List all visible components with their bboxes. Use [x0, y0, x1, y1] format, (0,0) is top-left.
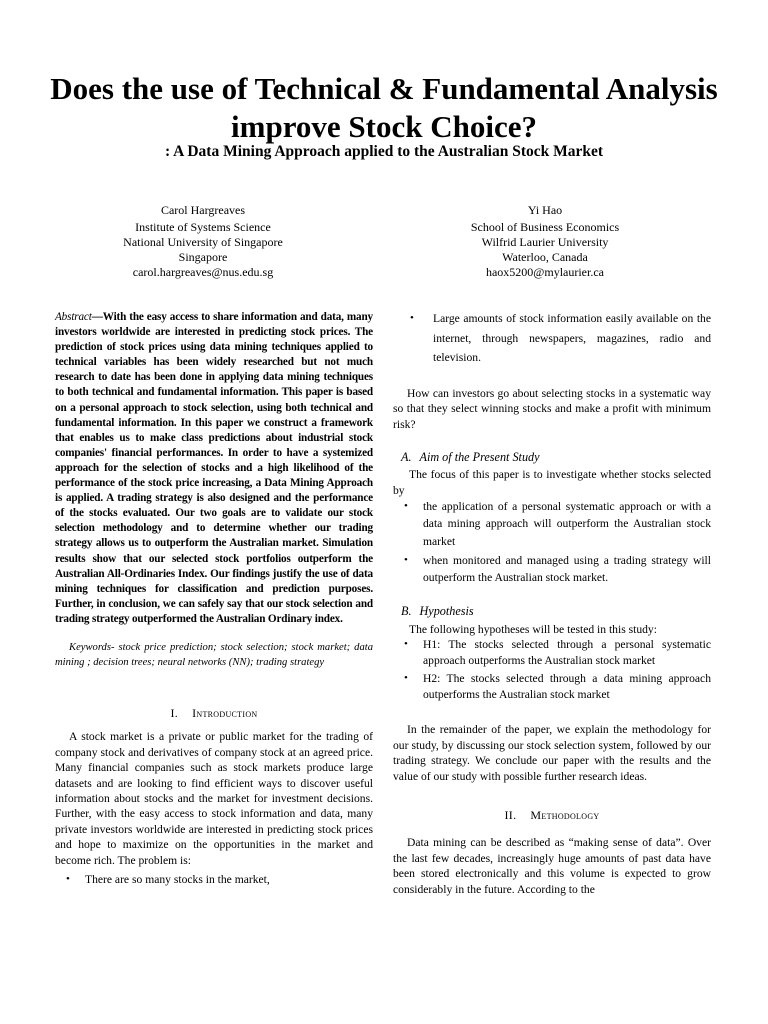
author-affiliation: Wilfrid Laurier University	[481, 235, 609, 249]
left-column	[55, 310, 373, 887]
author-name: Carol Hargreaves	[160, 203, 246, 217]
author-block-2	[410, 203, 680, 280]
subsection-letter: A.	[401, 450, 412, 464]
subsection-title: Aim of the Present Study	[419, 450, 540, 464]
section-title: Methodology	[530, 808, 600, 823]
author-affiliation: Institute of Systems Science	[135, 220, 271, 234]
keywords: Keywords- stock price prediction; stock selection; stock market; data mining ; decision trees; neural networks (NN); trading strategy	[55, 641, 373, 668]
subsection-letter: B.	[401, 604, 412, 619]
paper-outline-paragraph: In the remainder of the paper, we explain the methodology for our study, by discussing our stock selection system, followed by our trading strategy. We conclude our paper with the results and the value of our study with possible further research ideas.	[393, 723, 711, 783]
list-item: • the application of a personal systematic approach or with a data mining approach will outperform the Australian stock market	[404, 500, 711, 548]
author-affiliation: School of Business Economics	[470, 220, 620, 234]
list-item: • There are so many stocks in the market,	[66, 873, 270, 887]
bullet-icon: •	[410, 312, 414, 324]
abstract	[55, 310, 373, 627]
problem-list-continued	[393, 309, 711, 368]
problem-list	[55, 872, 373, 887]
subsection-heading-hypothesis	[393, 604, 711, 619]
section-heading-introduction	[55, 706, 373, 721]
paper-subtitle: : A Data Mining Approach applied to the Australian Stock Market	[164, 143, 604, 160]
right-column	[393, 309, 711, 897]
methodology-paragraph: Data mining can be described as “making sense of data”. Over the last few decades, increasingly huge amounts of past data have been stored electronically and this volume is expected to grow considerably in the future. According to the	[393, 836, 711, 896]
bullet-icon: •	[404, 672, 408, 685]
bullet-icon: •	[404, 638, 408, 651]
author-email: haox5200@mylaurier.ca	[485, 265, 604, 279]
author-block-1	[68, 203, 338, 280]
author-email: carol.hargreaves@nus.edu.sg	[132, 265, 274, 279]
aim-lead: The focus of this paper is to investigate whether stocks selected by	[393, 468, 711, 497]
list-item: • when monitored and managed using a trading strategy will outperform the Australian stock market.	[404, 553, 711, 585]
section-heading-methodology	[393, 808, 711, 823]
aim-list	[393, 498, 711, 586]
paper-title: Does the use of Technical & Fundamental Analysis improve Stock Choice?	[50, 71, 718, 144]
subsection-heading-aim	[393, 450, 711, 465]
section-number: I.	[170, 705, 179, 720]
bullet-icon: •	[404, 500, 408, 513]
bullet-icon: •	[404, 553, 408, 566]
introduction-paragraph: A stock market is a private or public market for the trading of company stock and derivatives of company stock at an agreed price. Many financial companies such as stock markets produce large datasets and are looking to find efficient ways to discover useful information about stocks and the market for investment decisions. Further, with the easy access to stock information and data, many private investors worldwide are interested in predicting stock prices and hope to maximize on the opportunities in the market and become rich. The problem is:	[55, 730, 373, 867]
hypothesis-lead: The following hypotheses will be tested in this study:	[409, 622, 657, 636]
abstract-label: Abstract	[55, 311, 92, 323]
bullet-icon: •	[66, 873, 70, 886]
list-item: • H1: The stocks selected through a personal systematic approach outperforms the Australian stock market	[404, 638, 711, 667]
author-location: Waterloo, Canada	[502, 250, 588, 264]
research-question: How can investors go about selecting stocks in a systematic way so that they select winning stocks and make a profit with minimum risk?	[393, 386, 711, 431]
author-location: Singapore	[178, 250, 228, 264]
list-item: • H2: The stocks selected through a data mining approach outperforms the Australian stock market	[404, 672, 711, 701]
hypothesis-list	[393, 637, 711, 702]
author-affiliation: National University of Singapore	[123, 235, 283, 249]
subsection-title: Hypothesis	[419, 604, 474, 619]
abstract-text: —With the easy access to share information and data, many investors worldwide are interested in predicting stock prices. The prediction of stock prices using data mining techniques applied to technical variables has been widely researched but not much research to date has been done in applying data mining techniques to both technical and fundamental information. This paper is based on a personal approach to stock selection, using both technical and fundamental information. In this paper we construct a framework that enables us to make class predictions about industrial stock companies' financial performances. In order to have a systemized approach for the selection of stocks and a high likelihood of the performance of the stock price increasing, a Data Mining Approach is applied. A trading strategy is also designed and the performance of the stocks evaluated. Our two goals are to validate our stock selection methodology and to determine whether our trading strategy allows us to outperform the Australian market. Simulation results show that our selected stock portfolios outperform the Australian All-Ordinaries Index. Our findings justify the use of data mining techniques for classification and prediction purposes. Further, in conclusion, we can safely say that our stock selection and trading strategy outperformed the Australian Ordinary index.	[55, 311, 373, 625]
author-name: Yi Hao	[527, 203, 563, 217]
section-title: Introduction	[192, 705, 258, 720]
list-item: • Large amounts of stock information easily available on the internet, through newspapers, magazines, radio and television.	[393, 309, 711, 368]
section-number: II.	[504, 808, 517, 823]
